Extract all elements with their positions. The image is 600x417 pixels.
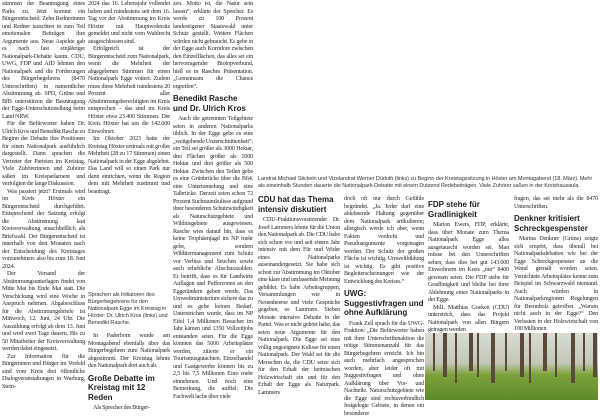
paragraph: Was passiert jetzt? Erstmals wird im Kreis Höxter ein Bürgerentscheid durchgeführt. Entsprechend der Satzung erfolgt die Abstimmung laut Kreisverwaltung ausschließlich als Briefwahl. Der Bürgerentscheid ist innerhalb von drei Monaten nach der Entscheidung des Kreistages vorzunehmen: also bis zum 18. Juni 2024. bbox=[2, 188, 85, 271]
tree-trunk bbox=[543, 333, 547, 371]
subheading: Denkner kritisiert Schreckgespenster bbox=[514, 214, 598, 233]
paragraph: fragen, das sei mehr als die 8470 Unterschriften. bbox=[514, 195, 598, 210]
tree-trunk bbox=[583, 333, 585, 371]
paragraph: doch oft nur durch Gefühle begründet. „Ja. Jeder darf eine ablehnende Haltung gegenüber dem Nationalpark artikulieren; allergisch werde ich aber, wenn Fakten verdreht und Pseudoargumente vorgetragen werden. Der Schutz der großen Fläche ist wichtig. Umweltbildung ist wichtig. Es gibt positive Begleiterscheinungen wie der Entwicklung des Kreises.“ bbox=[344, 195, 424, 285]
article-column-7 bbox=[514, 195, 598, 333]
paragraph: Marina Denkner (Grüne) zeigte sich empört, dass überall bei Nationalparkdebatten wie bei der Egge Schreckgespenster an die Wand gemalt worden seien. Vernichtete Arbeitsplätze kenne zum Beispiel im Schwarzwald niemand. Auch würden in Nationalparkregionen Regelungen für Brennholz getroffen. „Warum nicht auch in der Egge?“ Den Verlusten in der Holzwirtschaft von 100 Millionen bbox=[514, 235, 598, 333]
paragraph: Erfolgreich ist der Bürgerentscheid zum Nationalpark, wenn die Mehrheit der abgegebenen Stimmen für einen Nationalpark Egge votiert. Zudem muss diese Mehrheit mindestens 20 Prozent aller Abstimmungsberechtigten im Kreis entsprechen – das sind im Kreis Höxter etwa 23.400 Stimmen. Der Kreis Höxter hat um die 142.000 Einwohner. bbox=[88, 45, 170, 135]
subheading: CDU hat das Thema intensiv diskutiert bbox=[258, 195, 340, 214]
photo-initiators bbox=[88, 208, 170, 290]
paragraph: Frank Zell sprach für die UWG-Fraktion: „Die Befürworter haben mit ihrer Unterschriftenaktion die nötige Stimmenanzahl für das Bürgerbegehren erreicht. Ich bin auch mehrfach angesprochen worden, aber leider oft mit Suggestivfragen und ohne Aufklärung über Vor- und Nachteile. Naturschutzgebiete wie die Egge sind rechtsverbindlich festgelegte Gebiete, in denen ein besonderer bbox=[344, 320, 424, 417]
subheading: Benedikt Rasche und Dr. Ulrich Kros bbox=[173, 94, 253, 113]
tree-trunk bbox=[593, 333, 597, 377]
paragraph: In Paderborn wurde am Montagabend ebenfalls über das Bürgerbegehren zum Nationalpark abgestimmt. Der Kreistag lehnte den Nationalpark dort auch ab. bbox=[88, 332, 170, 370]
article-column-4 bbox=[258, 195, 340, 396]
subheading: UWG: Suggestivfragen und ohne Aufklärung bbox=[344, 289, 424, 318]
tree-trunk bbox=[555, 333, 557, 377]
tree-trunk bbox=[469, 333, 473, 371]
article-column-6 bbox=[428, 200, 509, 334]
photo-kreistag-session bbox=[258, 0, 600, 172]
tree-trunk bbox=[491, 333, 495, 383]
article-column-3 bbox=[173, 0, 253, 400]
article-column-5 bbox=[344, 195, 424, 417]
tree-trunk bbox=[443, 333, 447, 377]
tree-trunk bbox=[433, 333, 435, 371]
tree-trunk bbox=[455, 333, 457, 383]
paragraph: Für die Befürworter haben Dr. Ulrich Kros und Benedikt Rasche zu Beginn der Debatte ihre Positionen für einen Nationalpark ausführlich dargestellt. Dann sprachen die Vertreter der Parteien im Kreistag. Viele Zuhörerinnen und Zuhörer saßen im Kreisparlament und verfolgten die lange Diskussion. bbox=[2, 120, 85, 188]
subheading: Große Debatte im Kreistag mit 12 Reden bbox=[88, 374, 170, 403]
paragraph: 2024 das 16. Lebensjahr vollendet haben und mindestens seit dem 16. Tag vor der Abstimmung im Kreis Höxter mit Hauptwohnsitz gemeldet und nicht vom Wahlrecht ausgeschlossen sind. bbox=[88, 0, 170, 45]
tree-trunk bbox=[477, 333, 479, 377]
paragraph: Im Oktober 2023 hatte der Kreistag Höxter erstmals mit großer Mehrheit (28 zu 17 Stimmen) einen Nationalpark in der Egge abgelehnt. Das Land will so einen Park nur dann einrichten, wenn die Region dem mit Mehrheit zustimmt und beantragt. bbox=[88, 135, 170, 195]
paragraph: Marion Ewers, FDP, erklärte, dass über Monate zum Thema Nationalpark Egge alles ausgetauscht worden sei. Man müsse bei den Unterschriften sehen, dass dies bei gut 143.000 Einwohnern im Kreis „nur“ 8400 gewesen seien. Die FDP stehe für Gradlinigkeit und bleibe bei ihrer Ablehnung eines Nationalparks in der Egge. bbox=[428, 221, 509, 304]
article-column-2-bottom bbox=[88, 292, 170, 412]
photo-caption bbox=[258, 176, 600, 195]
photo-caption-text: Landrat Michael Stickeln und Vizelandrat Werner Düdoth (links) zu Beginn der Kreistagssitzung in Höxter am Montagabend (18. März). Mehr als eineinhalb Stunden dauerte die Nationalpark-Debatte mit einem Dutzend Redebeiträgen. Viele Zuhörer saßen in der Kreishausaula. bbox=[258, 176, 600, 190]
tree-trunk bbox=[520, 333, 524, 377]
tree-trunk bbox=[571, 333, 575, 383]
paragraph: CDU-Fraktionsvorsitzender Dr. Josef Lammers lehnte für die Union den Nationalpark ab. Die CDU habe sich schon vor und seit einem Jahr intensiv mit dem Für und Wider eines Nationalparks auseinandergesetzt. Sie habe sich schon zur Abstimmung im Oktober eine klare und umfassende Meinung gebildet. Es habe Arbeitsgruppen, Versammlungen wie in Neuenheerse und viele Gespräche gegeben, so Lammers. Sieben Monate intensive Debatte in der Partei. Was er nicht gehört habe, das seien neue Argumente für den Nationalpark. Die Egge sei eine völlig ungeeignete Kulisse für einen Nationalpark. Der Wald sei für die Menschen da, die CDU setze sich für den Erhalt der heimischen Holzwirtschaft ein und für den Erhalt der Egge als Naturpark. Lammers bbox=[258, 216, 340, 396]
article-column-1 bbox=[2, 0, 85, 390]
paragraph: Der Versand der Abstimmungsunterlagen findet von Mitte Mai bis Ende Mai statt. Die Verschickung wird eine Woche in Anspruch nehmen. Abgabeschluss für die Abstimmungsbriefe ist Mittwoch, 12. Juni, 24 Uhr. Die Auszählung erfolgt ab dem 13. Juni und wird zwei Tage dauern. Bis zu 50 Mitarbeiter der Kreisverwaltung werden dabei eingesetzt. bbox=[2, 270, 85, 353]
tree-trunk bbox=[529, 333, 531, 383]
article-column-2-top bbox=[88, 0, 170, 195]
subheading: FDP stehe für Gradlinigkeit bbox=[428, 200, 509, 219]
photo-caption: Sprachen als Initiatoren des Bürgerbegehrens für den Nationalpark Egge im Kreistag in Höxter: Dr. Ulrich Kros (links) und Benedikt Rasche. bbox=[88, 292, 170, 327]
paragraph: Als Sprecher des Bürger- bbox=[88, 404, 170, 412]
tree-trunk bbox=[505, 333, 507, 371]
paragraph: stimmen der Beantragung eines Parks zu. Jetzt kommt ein Bürgerentscheid. Zehn Rednerinnen und Redner tauschten in zum Teil emotionalen Beiträgen ihre Argumente aus. Neue Aspekte gab es nach fast einjähriger Nationalpark-Debatte kaum. CDU, UWG, FDP und AfD lehnten den Nationalpark und die Forderungen des Bürgerbegehrens (8470 Unterschriften) in namentlicher Abstimmung ab. SPD, Grüne und BfB unterstützen die Beantragung der Egge-Unterschutzstellung beim Land NRW. bbox=[2, 0, 85, 120]
forest-photo bbox=[425, 333, 598, 400]
paragraph: Zur Information für die Bürgerinnen und Bürger im Vorfeld sind vom Kreis drei öffentliche Dialogveranstaltungen in Warburg, Stein- bbox=[2, 353, 85, 391]
paragraph: zen. Motto ist, die Natur sein lassen“, erklärte der Sprecher. Es werde zu 100 Prozent landeseigener Staatswald unter Schutz gestellt. Weitere Flächen würden nicht gebraucht. Es gebe in der Egge auch Korridore zwischen den Einzelflächen, das alles sei ein hervorragender Biotopverbund, hieß es in Rasches Präsentation. „Gemeinsam die Chance ergreifen“. bbox=[173, 0, 253, 90]
paragraph: Auch die getrennten Teilgebiete seien in anderen Nationalparks üblich. In der Egge gebe es eine „weitgehende Unzerschnittenheit“: ein Teil sei größer als 3000 Hektar, drei Flächen größer als 1000 Hektar und drei größer als 500 Hektar. Zwischen den Teilen gebe es eine Grünbrücke über die B64, eine Untertunnelung und eine Talbrücke. Derzeit seien schon 72 Prozent Suchraumkulisse aufgrund ihrer besonderen Schutzwürdigkeit als Naturschutzgebiete und Wildnisgebiete ausgewiesen. Rasche wies darauf hin, dass es keine Trophäenjagd im NP mehr gebe, sondern Wildtiermanagement zum Schutz vor Verbiss und Seuchen sowie auch erhebliche Abschusszahlen. Er betrifft, dass es für Landwirte Auflagen und Pufferzonen an den Eggerändern geben werde. Das Umweltministerium sichere das zu und es gebe keinen Bedarf. Unterstrichen wurde, dass im NP Eifel 1,4 Millionen Besucher im Jahr kämen und 1350 Vollzeitjobs entstanden seien. Für die Egge könnten das 5000 Arbeitsplätze werden, zitierte er ein Tourismusgutachten. Einzelhandel und Gastgewerbe können bis zu 2,5 bis 7,5 Millionen Euro mehr einnehmen. Und noch eine Bemerkung, die auffiel: Die Fachwelt lache über viele bbox=[173, 115, 253, 400]
paragraph: MdL Matthias Goeken (CDU) unterstrich, dass das Projekt Nationalpark von allen Bürgern getragen werden bbox=[428, 304, 509, 334]
